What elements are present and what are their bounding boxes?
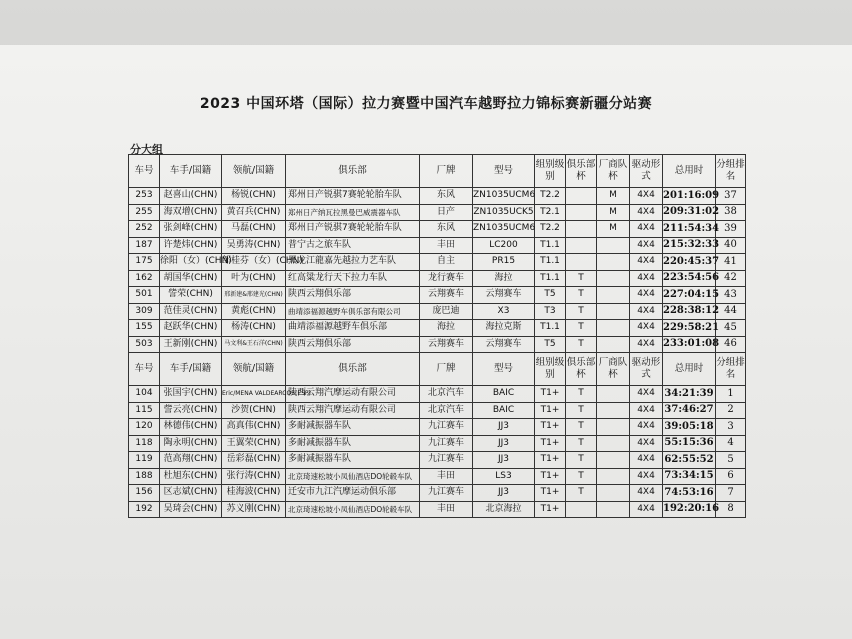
- cell-group-rank: 37: [716, 188, 746, 205]
- cell-class: T1.1: [535, 320, 566, 337]
- cell-club-cup: T: [566, 320, 597, 337]
- cell-driver: 许楚炜(CHN): [160, 237, 222, 254]
- cell-maker-cup: [597, 336, 630, 353]
- cell-club: 陕西云翔俱乐部: [286, 336, 420, 353]
- header-club-cup: 俱乐部杯: [566, 353, 597, 386]
- cell-car-number: 104: [129, 386, 160, 403]
- cell-car-number: 192: [129, 501, 160, 518]
- cell-driver: 林德伟(CHN): [160, 419, 222, 436]
- cell-club-cup: T: [566, 452, 597, 469]
- cell-driver: 海双增(CHN): [160, 204, 222, 221]
- cell-model: JJ3: [473, 485, 535, 502]
- header-model: 型号: [473, 353, 535, 386]
- cell-class: T1+: [535, 419, 566, 436]
- header-maker-cup: 厂商队杯: [597, 155, 630, 188]
- header-group-rank: 分组排名: [716, 155, 746, 188]
- cell-maker-cup: M: [597, 188, 630, 205]
- cell-club-cup: [566, 204, 597, 221]
- cell-drive: 4X4: [630, 435, 663, 452]
- cell-total-time: 228:38:12: [663, 303, 716, 320]
- cell-club: 迁安市九江汽摩运动俱乐部: [286, 485, 420, 502]
- cell-model: LC200: [473, 237, 535, 254]
- cell-model: 云翔赛车: [473, 287, 535, 304]
- cell-drive: 4X4: [630, 254, 663, 271]
- cell-class: T2.1: [535, 204, 566, 221]
- cell-car-number: 162: [129, 270, 160, 287]
- cell-group-rank: 40: [716, 237, 746, 254]
- cell-navigator: 叶为(CHN): [222, 270, 286, 287]
- cell-make: 九江赛车: [420, 485, 473, 502]
- cell-drive: 4X4: [630, 204, 663, 221]
- table-row: [129, 287, 746, 304]
- cell-drive: 4X4: [630, 402, 663, 419]
- cell-group-rank: 39: [716, 221, 746, 238]
- cell-club-cup: T: [566, 303, 597, 320]
- cell-make: 东风: [420, 188, 473, 205]
- cell-maker-cup: [597, 435, 630, 452]
- table-row: [129, 221, 746, 238]
- cell-class: T1+: [535, 386, 566, 403]
- results-table: [128, 154, 746, 518]
- cell-club: 多耐减振器车队: [286, 419, 420, 436]
- cell-drive: 4X4: [630, 452, 663, 469]
- cell-model: 海拉: [473, 270, 535, 287]
- cell-club-cup: T: [566, 287, 597, 304]
- cell-total-time: 233:01:08: [663, 336, 716, 353]
- cell-class: T2.2: [535, 221, 566, 238]
- cell-club-cup: T: [566, 386, 597, 403]
- cell-maker-cup: M: [597, 221, 630, 238]
- cell-club-cup: T: [566, 435, 597, 452]
- table-row: [129, 419, 746, 436]
- document-title: 2023 中国环塔（国际）拉力赛暨中国汽车越野拉力锦标赛新疆分站赛: [199, 96, 653, 112]
- header-club-cup: 俱乐部杯: [566, 155, 597, 188]
- cell-maker-cup: [597, 237, 630, 254]
- header-total-time: 总用时: [663, 155, 716, 188]
- header-total-time: 总用时: [663, 353, 716, 386]
- cell-car-number: 501: [129, 287, 160, 304]
- header-maker-cup: 厂商队杯: [597, 353, 630, 386]
- header-navigator: 领航/国籍: [222, 155, 286, 188]
- cell-class: T3: [535, 303, 566, 320]
- table-row: [129, 320, 746, 337]
- table-row: [129, 188, 746, 205]
- table-row: [129, 468, 746, 485]
- cell-model: ZN1035UCM6: [473, 221, 535, 238]
- cell-class: T1+: [535, 402, 566, 419]
- cell-club: 北京琦速松坡小凤仙酒店DO轮毂车队: [286, 501, 420, 518]
- cell-maker-cup: [597, 485, 630, 502]
- cell-make: 自主: [420, 254, 473, 271]
- cell-driver: 范佳灵(CHN): [160, 303, 222, 320]
- header-make: 厂牌: [420, 155, 473, 188]
- cell-car-number: 309: [129, 303, 160, 320]
- cell-club-cup: [566, 237, 597, 254]
- cell-drive: 4X4: [630, 320, 663, 337]
- cell-class: T1.1: [535, 270, 566, 287]
- group-label: 分大组: [130, 143, 163, 156]
- table-row: [129, 254, 746, 271]
- cell-group-rank: 6: [716, 468, 746, 485]
- cell-class: T1+: [535, 468, 566, 485]
- cell-maker-cup: [597, 287, 630, 304]
- cell-class: T1+: [535, 501, 566, 518]
- table-row: [129, 402, 746, 419]
- table-header-row: [129, 353, 746, 386]
- cell-make: 九江赛车: [420, 452, 473, 469]
- cell-group-rank: 7: [716, 485, 746, 502]
- cell-model: 北京海拉: [473, 501, 535, 518]
- cell-car-number: 175: [129, 254, 160, 271]
- cell-driver: 赵跃华(CHN): [160, 320, 222, 337]
- cell-model: JJ3: [473, 419, 535, 436]
- cell-club: 陕西云翔俱乐部: [286, 287, 420, 304]
- cell-model: ZN1035UCK5: [473, 204, 535, 221]
- cell-maker-cup: [597, 270, 630, 287]
- cell-total-time: 73:34:15: [663, 468, 716, 485]
- table-row: [129, 435, 746, 452]
- cell-maker-cup: [597, 254, 630, 271]
- cell-navigator: 邢新建&邢建光(CHN): [222, 287, 286, 304]
- cell-club-cup: T: [566, 468, 597, 485]
- cell-club: 郑州日产锐骐7赛轮轮胎车队: [286, 188, 420, 205]
- cell-maker-cup: [597, 419, 630, 436]
- cell-make: 庞巴迪: [420, 303, 473, 320]
- cell-driver: 胡国华(CHN): [160, 270, 222, 287]
- header-navigator: 领航/国籍: [222, 353, 286, 386]
- cell-navigator: 吴勇涛(CHN): [222, 237, 286, 254]
- table-row: [129, 270, 746, 287]
- cell-total-time: 209:31:02: [663, 204, 716, 221]
- cell-model: JJ3: [473, 452, 535, 469]
- cell-driver: 吴琦会(CHN): [160, 501, 222, 518]
- cell-navigator: 沙贺(CHN): [222, 402, 286, 419]
- header-drive: 驱动形式: [630, 155, 663, 188]
- cell-club: 黑龙江龍嘉先越拉力艺车队: [286, 254, 420, 271]
- cell-car-number: 255: [129, 204, 160, 221]
- cell-make: 云翔赛车: [420, 336, 473, 353]
- table-row: [129, 501, 746, 518]
- cell-drive: 4X4: [630, 336, 663, 353]
- cell-group-rank: 38: [716, 204, 746, 221]
- cell-total-time: 37:46:27: [663, 402, 716, 419]
- cell-model: BAIC: [473, 386, 535, 403]
- header-driver: 车手/国籍: [160, 155, 222, 188]
- cell-drive: 4X4: [630, 501, 663, 518]
- cell-driver: 张剑峰(CHN): [160, 221, 222, 238]
- cell-car-number: 119: [129, 452, 160, 469]
- cell-model: JJ3: [473, 435, 535, 452]
- cell-navigator: 杨锐(CHN): [222, 188, 286, 205]
- table-header-row: [129, 155, 746, 188]
- cell-drive: 4X4: [630, 237, 663, 254]
- cell-club: 陕西云翔汽摩运动有限公司: [286, 386, 420, 403]
- cell-club-cup: T: [566, 270, 597, 287]
- cell-make: 北京汽车: [420, 402, 473, 419]
- cell-make: 北京汽车: [420, 386, 473, 403]
- cell-model: PR15: [473, 254, 535, 271]
- cell-total-time: 62:55:52: [663, 452, 716, 469]
- cell-total-time: 215:32:33: [663, 237, 716, 254]
- cell-club-cup: T: [566, 419, 597, 436]
- cell-group-rank: 43: [716, 287, 746, 304]
- header-car-number: 车号: [129, 353, 160, 386]
- header-club: 俱乐部: [286, 353, 420, 386]
- cell-make: 九江赛车: [420, 435, 473, 452]
- cell-class: T1+: [535, 485, 566, 502]
- cell-drive: 4X4: [630, 221, 663, 238]
- cell-total-time: 192:20:16: [663, 501, 716, 518]
- cell-club: 曲靖添福源越野车俱乐部有限公司: [286, 303, 420, 320]
- cell-make: 海拉: [420, 320, 473, 337]
- cell-group-rank: 1: [716, 386, 746, 403]
- cell-maker-cup: [597, 386, 630, 403]
- cell-club: 郑州日产纳瓦拉黑曼巴威震器车队: [286, 204, 420, 221]
- cell-car-number: 118: [129, 435, 160, 452]
- cell-driver: 訾荣(CHN): [160, 287, 222, 304]
- cell-make: 龙行赛车: [420, 270, 473, 287]
- cell-maker-cup: [597, 468, 630, 485]
- cell-class: T1+: [535, 452, 566, 469]
- cell-drive: 4X4: [630, 386, 663, 403]
- header-class: 组别级别: [535, 155, 566, 188]
- cell-maker-cup: [597, 303, 630, 320]
- cell-total-time: 227:04:15: [663, 287, 716, 304]
- cell-total-time: 229:58:21: [663, 320, 716, 337]
- cell-class: T1.1: [535, 237, 566, 254]
- table-row: [129, 452, 746, 469]
- cell-model: ZN1035UCM6: [473, 188, 535, 205]
- cell-car-number: 252: [129, 221, 160, 238]
- cell-car-number: 155: [129, 320, 160, 337]
- cell-model: 海拉克斯: [473, 320, 535, 337]
- cell-driver: 訾云亮(CHN): [160, 402, 222, 419]
- cell-navigator: 马文利&王石洋(CHN): [222, 336, 286, 353]
- cell-navigator: 张行涛(CHN): [222, 468, 286, 485]
- cell-club-cup: [566, 221, 597, 238]
- cell-make: 丰田: [420, 501, 473, 518]
- cell-group-rank: 45: [716, 320, 746, 337]
- cell-model: BAIC: [473, 402, 535, 419]
- cell-total-time: 223:54:56: [663, 270, 716, 287]
- cell-drive: 4X4: [630, 270, 663, 287]
- cell-drive: 4X4: [630, 419, 663, 436]
- cell-model: X3: [473, 303, 535, 320]
- table-row: [129, 386, 746, 403]
- cell-navigator: 邹桂芬（女）(CHN): [222, 254, 286, 271]
- cell-club: 曲靖添福源越野车俱乐部: [286, 320, 420, 337]
- header-class: 组别级别: [535, 353, 566, 386]
- cell-club: 北京琦速松坡小凤仙酒店DO轮毂车队: [286, 468, 420, 485]
- cell-club-cup: T: [566, 485, 597, 502]
- cell-make: 云翔赛车: [420, 287, 473, 304]
- cell-class: T5: [535, 336, 566, 353]
- cell-navigator: 桂海波(CHN): [222, 485, 286, 502]
- cell-navigator: 黄彪(CHN): [222, 303, 286, 320]
- cell-navigator: 苏义刚(CHN): [222, 501, 286, 518]
- cell-driver: 陶永明(CHN): [160, 435, 222, 452]
- header-group-rank: 分组排名: [716, 353, 746, 386]
- cell-maker-cup: [597, 402, 630, 419]
- cell-car-number: 120: [129, 419, 160, 436]
- cell-club-cup: T: [566, 336, 597, 353]
- cell-navigator: Eric/MENA VALDEARCOS(ESP): [222, 386, 286, 403]
- cell-make: 丰田: [420, 468, 473, 485]
- cell-car-number: 188: [129, 468, 160, 485]
- cell-navigator: 杨涛(CHN): [222, 320, 286, 337]
- cell-driver: 范高翔(CHN): [160, 452, 222, 469]
- header-make: 厂牌: [420, 353, 473, 386]
- cell-club: 郑州日产锐骐7赛轮轮胎车队: [286, 221, 420, 238]
- cell-model: LS3: [473, 468, 535, 485]
- cell-make: 日产: [420, 204, 473, 221]
- cell-total-time: 201:16:09: [663, 188, 716, 205]
- cell-maker-cup: M: [597, 204, 630, 221]
- cell-group-rank: 41: [716, 254, 746, 271]
- cell-total-time: 220:45:37: [663, 254, 716, 271]
- cell-club: 多耐减振器车队: [286, 435, 420, 452]
- cell-navigator: 岳彩磊(CHN): [222, 452, 286, 469]
- cell-group-rank: 8: [716, 501, 746, 518]
- cell-club: 陕西云翔汽摩运动有限公司: [286, 402, 420, 419]
- cell-class: T1.1: [535, 254, 566, 271]
- cell-group-rank: 44: [716, 303, 746, 320]
- cell-group-rank: 5: [716, 452, 746, 469]
- cell-car-number: 187: [129, 237, 160, 254]
- cell-group-rank: 46: [716, 336, 746, 353]
- cell-drive: 4X4: [630, 468, 663, 485]
- cell-car-number: 115: [129, 402, 160, 419]
- cell-group-rank: 4: [716, 435, 746, 452]
- header-club: 俱乐部: [286, 155, 420, 188]
- cell-club: 多耐减振器车队: [286, 452, 420, 469]
- cell-make: 东风: [420, 221, 473, 238]
- cell-driver: 王新刚(CHN): [160, 336, 222, 353]
- cell-class: T2.2: [535, 188, 566, 205]
- cell-driver: 区志斌(CHN): [160, 485, 222, 502]
- cell-class: T5: [535, 287, 566, 304]
- header-model: 型号: [473, 155, 535, 188]
- cell-total-time: 39:05:18: [663, 419, 716, 436]
- cell-maker-cup: [597, 501, 630, 518]
- cell-driver: 徐阳（女）(CHN): [160, 254, 222, 271]
- cell-navigator: 黄召兵(CHN): [222, 204, 286, 221]
- cell-group-rank: 2: [716, 402, 746, 419]
- cell-navigator: 王翼荣(CHN): [222, 435, 286, 452]
- cell-car-number: 253: [129, 188, 160, 205]
- header-drive: 驱动形式: [630, 353, 663, 386]
- cell-club: 红高粱龙行天下拉力车队: [286, 270, 420, 287]
- cell-driver: 张国宇(CHN): [160, 386, 222, 403]
- cell-car-number: 156: [129, 485, 160, 502]
- cell-navigator: 高真伟(CHN): [222, 419, 286, 436]
- table-row: [129, 303, 746, 320]
- cell-drive: 4X4: [630, 303, 663, 320]
- cell-total-time: 74:53:16: [663, 485, 716, 502]
- cell-total-time: 55:15:36: [663, 435, 716, 452]
- cell-total-time: 211:54:34: [663, 221, 716, 238]
- header-driver: 车手/国籍: [160, 353, 222, 386]
- table-row: [129, 336, 746, 353]
- cell-total-time: 34:21:39: [663, 386, 716, 403]
- cell-club: 普宁古之旅车队: [286, 237, 420, 254]
- cell-group-rank: 3: [716, 419, 746, 436]
- table-row: [129, 237, 746, 254]
- cell-maker-cup: [597, 320, 630, 337]
- table-row: [129, 485, 746, 502]
- cell-class: T1+: [535, 435, 566, 452]
- cell-maker-cup: [597, 452, 630, 469]
- cell-club-cup: [566, 188, 597, 205]
- cell-drive: 4X4: [630, 485, 663, 502]
- cell-navigator: 马磊(CHN): [222, 221, 286, 238]
- cell-driver: 杜旭东(CHN): [160, 468, 222, 485]
- cell-make: 九江赛车: [420, 419, 473, 436]
- cell-drive: 4X4: [630, 287, 663, 304]
- cell-make: 丰田: [420, 237, 473, 254]
- table-row: [129, 204, 746, 221]
- cell-club-cup: [566, 254, 597, 271]
- cell-drive: 4X4: [630, 188, 663, 205]
- cell-group-rank: 42: [716, 270, 746, 287]
- header-car-number: 车号: [129, 155, 160, 188]
- cell-club-cup: T: [566, 402, 597, 419]
- cell-driver: 赵喜山(CHN): [160, 188, 222, 205]
- cell-car-number: 503: [129, 336, 160, 353]
- cell-club-cup: [566, 501, 597, 518]
- cell-model: 云翔赛车: [473, 336, 535, 353]
